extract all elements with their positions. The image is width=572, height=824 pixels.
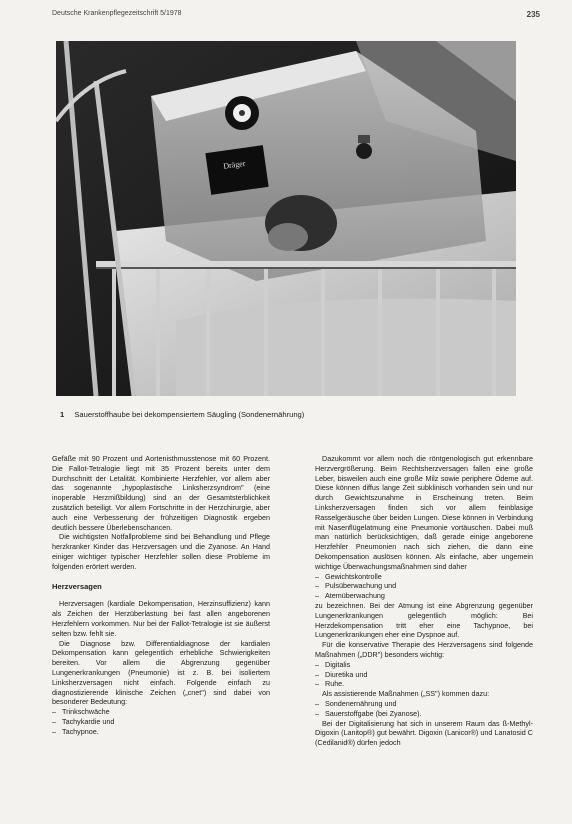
figure-number: 1	[60, 410, 65, 419]
list-item: – Ruhe.	[315, 679, 533, 689]
symptom-list	[52, 707, 270, 736]
list-item: – Tachypnoe.	[52, 727, 270, 737]
list-item: – Atemüberwachung	[315, 591, 533, 601]
paragraph: Als assistierende Maßnahmen („SS") kommen dazu:	[322, 689, 490, 699]
paragraph: Dazukommt vor allem noch die röntgenologisch gut erkennbare Herzvergrößerung. Beim Rechtsherzversagen fallen eine große Leber, bisweilen auch eine große Milz sowie periphere Ödeme auf. Diese können diffus lange Zeit subklinisch vorhanden sein und nur durch Gewichtszunahme in Erscheinung treten. Beim Linksherzversagen finden sich vor allem feinblasige Rasselgeräusche über beiden Lungen. Diese können in Verbindung mit Nasenflügelatmung eine Pneumonie vortäuschen. Dabei muß man natürlich berücksichtigen, daß gerade einige angeborene Herzfehler Pneumonien nach sich ziehen, die dann eine Dekompensation auslösen können. Als einfache, aber ungemein wichtige Überwachungsmaßnahmen sind daher	[315, 454, 533, 571]
list-item: – Sauerstoffgabe (bei Zyanose).	[315, 709, 533, 719]
running-header	[52, 6, 540, 18]
paragraph: zu bezeichnen. Bei der Atmung ist eine Abgrenzung gegenüber Lungenerkrankungen gelegentlich möglich: Bei Herzdekompensation tritt eher eine Tachypnoe, bei Lungenerkrankungen eher eine Dyspnoe auf.	[315, 600, 533, 640]
right-column	[315, 454, 533, 748]
figure-caption-text: Sauerstoffhaube bei dekompensiertem Säugling (Sondenernährung)	[74, 410, 305, 419]
paragraph: Die wichtigsten Notfallprobleme sind bei Behandlung und Pflege herzkranker Kinder das Herzversagen und die Zyanose. An Hand einiger wichtiger typischer Herzfehler sollen diese Probleme im folgenden erörtert werden.	[52, 532, 270, 571]
device-label: Dräger	[222, 158, 246, 171]
paragraph: Herzversagen (kardiale Dekompensation, Herzinsuffizienz) kann als Zeichen der Herzüberlastung bei fast allen angeborenen Herzfehlern vorkommen. Nur bei der Fallot-Tetralogie ist sie äußerst selten bzw. fehlt sie.	[52, 599, 270, 638]
running-title: Deutsche Krankenpflegezeitschrift 5/1978	[52, 10, 182, 17]
list-item: – Diuretika und	[315, 670, 533, 680]
paragraph: Die Diagnose bzw. Differentialdiagnose der kardialen Dekompensation kann gelegentlich erhebliche Schwierigkeiten bereiten. Vor allem die Abgrenzung gegenüber Lungenerkrankungen (Pneumonie) ist z. B. bei isoliertem Linksherzversagen nicht einfach. Folgende einfach zu diagnostizierende klinische Zeichen („cnet") sind dabei von besonderer Bedeutung:	[52, 638, 270, 707]
page-number: 235	[526, 10, 540, 19]
figure-caption	[60, 410, 520, 419]
therapy-list	[315, 660, 533, 689]
list-item: – Tachykardie und	[52, 717, 270, 727]
list-item: – Pulsüberwachung und	[315, 581, 533, 591]
figure-photo	[56, 41, 516, 396]
section-heading: Herzversagen	[52, 581, 102, 591]
list-item: – Digitalis	[315, 660, 533, 670]
assisting-measures-list	[315, 699, 533, 719]
list-item: – Gewichtskontrolle	[315, 572, 533, 582]
monitoring-list	[315, 572, 533, 601]
paragraph: Gefäße mit 90 Prozent und Aortenisthmusstenose mit 60 Prozent. Die Fallot-Tetralogie liegt mit 35 Prozent bereits unter dem Durchschnitt der Letalität. Kombinierte Herzfehler, vor allem aber das sogenannte „hypoplastische Linksherzsyndrom" (eine inoperable Herzmißbildung) sind an der Gesamtsterblichkeit zusätzlich beteiligt. Vor allem Fortschritte in der Herzchirurgie, aber auch eine Verbesserung der frühzeitigen Diagnostik ergeben deutlich bessere Überlebenschancen.	[52, 454, 270, 532]
paragraph: Bei der Digitalisierung hat sich in unserem Raum das ß-Methyl-Digoxin (Lanitop®) gut bewährt. Digoxin (Lanicor®) und Lanatosid C (Cedilanid®) dürfen jedoch	[315, 718, 533, 748]
paragraph: Für die konservative Therapie des Herzversagens sind folgende Maßnahmen („DDR") besonders wichtig:	[315, 640, 533, 659]
incubator-photo	[56, 41, 516, 396]
list-item: – Sondenernährung und	[315, 699, 533, 709]
list-item: – Trinkschwäche	[52, 707, 270, 717]
left-column	[52, 454, 270, 737]
